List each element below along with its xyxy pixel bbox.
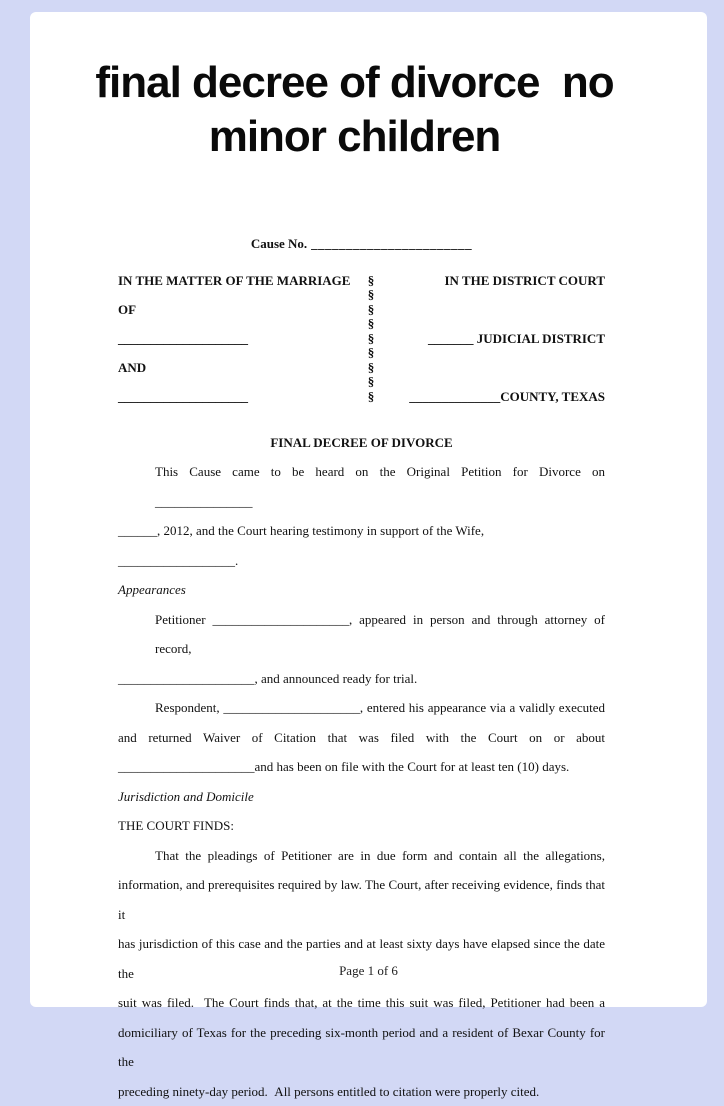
caption-right-row: [381, 288, 605, 302]
paragraph-respondent: [118, 693, 605, 782]
paragraph-line: suit was filed. The Court finds that, at the time this suit was filed, Petitioner had been a: [118, 995, 605, 1011]
caption-right-row: [381, 375, 605, 389]
section-symbol: §: [367, 359, 375, 375]
document-title-line2: minor children: [208, 112, 501, 161]
caption-left-row: [118, 317, 361, 331]
section-symbol: §: [367, 287, 375, 303]
paragraph-line: _____________________, and announced ready for trial.: [118, 670, 418, 686]
paragraph-line: Respondent, _____________________, entered his appearance via a validly executed: [155, 700, 605, 716]
section-symbol: §: [367, 301, 375, 317]
cause-number-line: [118, 234, 605, 254]
court-caption-block: [118, 274, 605, 404]
section-symbol: §: [367, 374, 375, 390]
paragraph-line: has jurisdiction of this case and the parties and at least sixty days have elapsed since the date the: [118, 936, 605, 981]
paragraph-line: and returned Waiver of Citation that was filed with the Court on or about: [118, 729, 605, 745]
caption-left-row-blank: ____________________: [118, 388, 248, 404]
paragraph-line: domiciliary of Texas for the preceding six-month period and a resident of Bexar County for the: [118, 1024, 605, 1070]
cause-number-label: Cause No.: [250, 236, 308, 251]
paragraph-line: ______, 2012, and the Court hearing testimony in support of the Wife, __________________.: [118, 523, 485, 568]
caption-right-row: ______________COUNTY, TEXAS: [409, 388, 605, 404]
page-number-footer: Page 1 of 6: [339, 963, 398, 978]
court-finds-line: THE COURT FINDS:: [118, 818, 234, 834]
caption-right-row: [381, 317, 605, 331]
caption-left-row: [118, 375, 361, 389]
section-symbol: §: [367, 316, 375, 332]
caption-section-symbol-column: [361, 274, 381, 404]
caption-right-row: _______ JUDICIAL DISTRICT: [428, 330, 605, 346]
caption-left-row: [118, 346, 361, 360]
section-symbol: §: [367, 330, 375, 346]
paragraph-hearing: [118, 457, 605, 575]
caption-right-row: IN THE DISTRICT COURT: [444, 273, 605, 288]
appearances-subheading: Appearances: [118, 582, 186, 598]
section-symbol: §: [367, 388, 375, 404]
paragraph-line: This Cause came to be heard on the Original Petition for Divorce on _______________: [155, 464, 605, 509]
section-symbol: §: [367, 345, 375, 361]
caption-right-column: [381, 274, 605, 404]
caption-left-row: [118, 288, 361, 302]
caption-right-row: [381, 346, 605, 360]
jurisdiction-subheading: Jurisdiction and Domicile: [118, 788, 254, 804]
paragraph-line: That the pleadings of Petitioner are in due form and contain all the allegations,: [155, 847, 605, 863]
paragraph-petitioner: [118, 605, 605, 694]
document-title: [16, 56, 693, 164]
document-page: [30, 12, 707, 1099]
paragraph-line: Petitioner _____________________, appeared in person and through attorney of record,: [155, 611, 605, 657]
paragraph-line: information, and prerequisites required by law. The Court, after receiving evidence, finds that it: [118, 877, 605, 922]
section-symbol: §: [367, 273, 375, 288]
decree-heading: FINAL DECREE OF DIVORCE: [270, 434, 453, 450]
document-title-line1: final decree of divorce no: [95, 58, 614, 107]
caption-right-row: [381, 303, 605, 317]
caption-left-column: [118, 274, 361, 404]
caption-left-row: IN THE MATTER OF THE MARRIAGE: [118, 273, 351, 288]
paragraph-line: preceding ninety-day period. All persons entitled to citation were properly cited.: [118, 1083, 540, 1099]
caption-right-row: [381, 361, 605, 375]
caption-left-row: AND: [118, 359, 147, 375]
caption-left-row-blank: ____________________: [118, 330, 248, 346]
cause-number-blank: _______________________: [311, 236, 473, 251]
paragraph-line: _____________________and has been on file with the Court for at least ten (10) days.: [118, 759, 570, 775]
caption-left-row: OF: [118, 301, 137, 317]
